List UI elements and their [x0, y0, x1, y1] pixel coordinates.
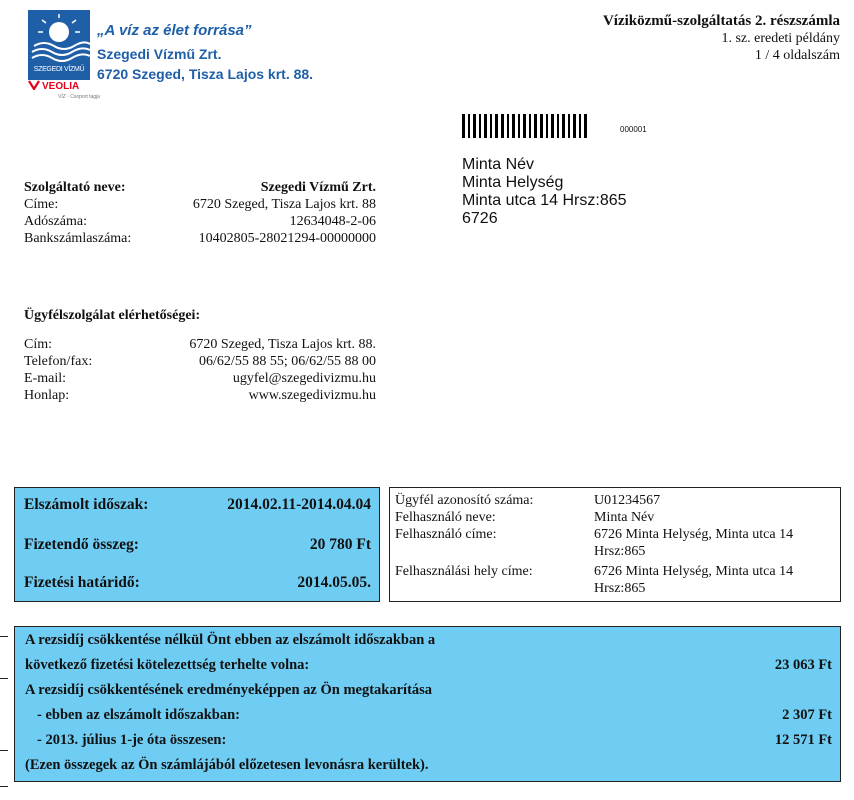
provider-address-label: Címe: [24, 197, 59, 212]
provider-name-row [24, 179, 376, 196]
savings-text-6: (Ezen összegek az Ön számlájából előzetesen levonásra kerültek). [25, 757, 429, 773]
page-info: 1 / 4 oldalszám [754, 48, 840, 63]
customer-info-box [389, 487, 841, 602]
site-address-label: Felhasználási hely címe: [395, 564, 533, 579]
savings-text-4: - ebben az elszámolt időszakban: [37, 707, 240, 723]
recipient-line: Minta Helység [462, 174, 564, 191]
customer-address-value: 6726 Minta Helység, Minta utca 14 [594, 527, 794, 542]
recipient-address [462, 156, 627, 228]
margin-tick [0, 678, 8, 679]
service-phone-row [24, 353, 376, 370]
veolia-subtext: VÍZ · Csoport tagja [58, 94, 100, 100]
customer-name-label: Felhasználó neve: [395, 510, 496, 525]
veolia-logo [28, 80, 79, 92]
savings-line-1 [25, 632, 832, 649]
provider-name-label: Szolgáltató neve: [24, 180, 126, 195]
provider-bank-row [24, 230, 376, 247]
service-web-label: Honlap: [24, 388, 70, 403]
amount-label: Fizetendő összeg: [24, 536, 139, 553]
provider-address-value: 6720 Szeged, Tisza Lajos krt. 88 [192, 197, 376, 212]
provider-name-value: Szegedi Vízmű Zrt. [260, 180, 376, 195]
customer-id-value: U01234567 [594, 493, 661, 508]
barcode-number: 000001 [620, 125, 647, 134]
savings-value-4: 2 307 Ft [782, 707, 832, 723]
margin-tick [0, 786, 8, 787]
period-label: Elszámolt időszak: [24, 496, 149, 513]
site-address-value-2: Hrsz:865 [594, 581, 646, 596]
customer-address-value-2: Hrsz:865 [594, 544, 646, 559]
recipient-line: Minta utca 14 Hrsz:865 [462, 192, 627, 209]
service-address-value: 6720 Szeged, Tisza Lajos krt. 88. [189, 337, 376, 352]
period-row [24, 496, 371, 514]
logo-band-text: SZEGEDI VÍZMŰ [28, 64, 90, 76]
savings-text-1: A rezsidíj csökkentése nélkül Önt ebben az elszámolt időszakban a [25, 632, 436, 648]
savings-line-4 [37, 707, 832, 724]
customer-address-label: Felhasználó címe: [395, 527, 497, 542]
service-email-label: E-mail: [24, 371, 66, 386]
savings-value-2: 23 063 Ft [774, 657, 832, 673]
provider-tax-row [24, 213, 376, 230]
savings-text-3: A rezsidíj csökkentésének eredményeképpen az Ön megtakarítása [25, 682, 433, 698]
provider-bank-label: Bankszámlaszáma: [24, 231, 132, 246]
service-phone-value: 06/62/55 88 55; 06/62/55 88 00 [199, 354, 376, 369]
service-web-value: www.szegedivizmu.hu [248, 388, 376, 403]
customer-name-value: Minta Név [594, 510, 655, 525]
amount-value: 20 780 Ft [309, 536, 371, 553]
copy-info: 1. sz. eredeti példány [721, 31, 840, 46]
invoice-title: Víziközmű-szolgáltatás 2. részszámla [602, 13, 840, 29]
provider-bank-value: 10402805-28021294-00000000 [198, 231, 376, 246]
logo-wave-icon [28, 10, 90, 64]
company-block [97, 44, 313, 84]
customer-id-label: Ügyfél azonosító száma: [395, 493, 534, 508]
service-web-row [24, 387, 376, 404]
savings-line-3 [25, 682, 832, 699]
barcode [462, 114, 598, 138]
savings-text-2: következő fizetési kötelezettség terhelte volna: [25, 657, 310, 673]
provider-tax-value: 12634048-2-06 [289, 214, 376, 229]
recipient-line: Minta Név [462, 156, 535, 173]
provider-info [24, 179, 376, 247]
veolia-mark-icon [28, 80, 40, 90]
customer-service-info [24, 307, 376, 404]
service-email-row [24, 370, 376, 387]
due-row [24, 574, 371, 592]
service-heading: Ügyfélszolgálat elérhetőségei: [24, 308, 201, 323]
invoice-header [603, 13, 840, 64]
service-address-label: Cím: [24, 337, 53, 352]
provider-address-row [24, 196, 376, 213]
slogan: „A víz az élet forrása” [97, 22, 252, 39]
veolia-text: VEOLIA [42, 81, 80, 92]
service-phone-label: Telefon/fax: [24, 354, 93, 369]
recipient-line: 6726 [462, 210, 498, 227]
savings-line-5 [37, 732, 832, 749]
savings-box [14, 626, 841, 782]
due-label: Fizetési határidő: [24, 574, 140, 591]
service-address-row [24, 336, 376, 353]
payment-summary-box [14, 487, 380, 602]
service-email-value: ugyfel@szegedivizmu.hu [232, 371, 376, 386]
margin-tick [0, 750, 8, 751]
provider-tax-label: Adószáma: [24, 214, 87, 229]
margin-tick [0, 636, 8, 637]
period-value: 2014.02.11-2014.04.04 [227, 496, 371, 513]
company-name: Szegedi Vízmű Zrt. [97, 46, 222, 62]
savings-text-5: - 2013. július 1-je óta összesen: [37, 732, 227, 748]
savings-line-2 [25, 657, 832, 674]
savings-value-5: 12 571 Ft [774, 732, 832, 748]
savings-line-6 [25, 757, 832, 774]
company-address: 6720 Szeged, Tisza Lajos krt. 88. [97, 66, 314, 82]
amount-row [24, 536, 371, 554]
due-value: 2014.05.05. [297, 574, 371, 591]
site-address-value: 6726 Minta Helység, Minta utca 14 [594, 564, 794, 579]
